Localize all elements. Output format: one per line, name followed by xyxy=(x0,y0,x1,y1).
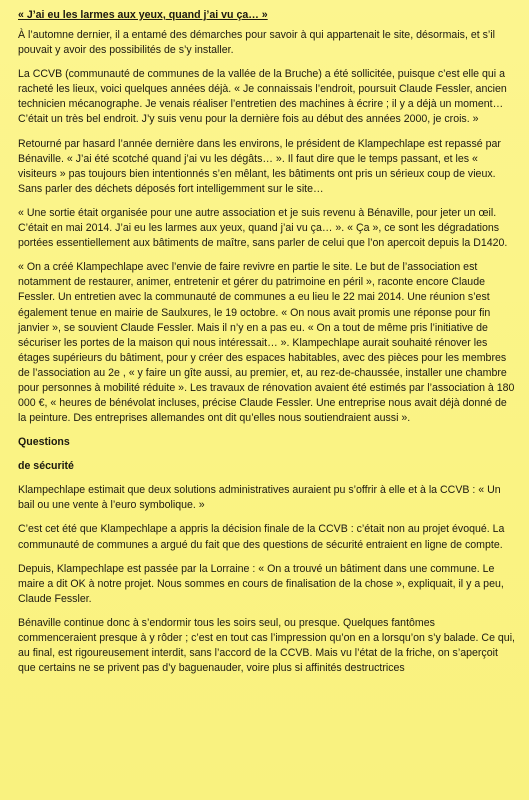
article-heading: « J’ai eu les larmes aux yeux, quand j’ai vu ça… » xyxy=(18,9,268,21)
paragraph-3: Retourné par hasard l’année dernière dans les environs, le président de Klampechlape est repassé par Bénaville. « J’ai été scotché quand j’ai vu les dégâts… ». Il faut dire que le temps passant, et les « visiteurs » pas toujours bien intentionnés s’en mêlant, les bâtiments ont pris un sérieux coup de vieux. Sans parler des déchets déposés fort intelligemment sur le site… xyxy=(18,137,501,195)
section-title-line-1: Questions xyxy=(18,436,70,449)
paragraph-8: Depuis, Klampechlape est passée par la Lorraine : « On a trouvé un bâtiment dans une commune. Le maire a dit OK à notre projet. Nous sommes en cours de finalisation de la chose », expliquait, il y a peu, Claude Fessler. xyxy=(18,562,504,605)
paragraph-2: La CCVB (communauté de communes de la vallée de la Bruche) a été sollicitée, puisque c’est elle qui a racheté les lieux, voici quelques années déjà. « Je connaissais l’endroit, poursuit Claude Fessler, ancien technicien mécanographe. Je venais réaliser l’entretien des machines à écrire ; il y a déjà un moment… C’était un très bel endroit. J’y suis venu pour la dernière fois au début des années 2000, je crois. » xyxy=(18,68,507,126)
paragraph-1: À l’automne dernier, il a entamé des démarches pour savoir à qui appartenait le site, désormais, et s’il pouvait y avoir des possibilités de s’y installer. xyxy=(18,29,495,57)
section-title-line-2: de sécurité xyxy=(18,460,74,473)
paragraph-6: Klampechlape estimait que deux solutions administratives auraient pu s’offrir à elle et à la CCVB : « Un bail ou une vente à l’euro symbolique. » xyxy=(18,484,501,512)
paragraph-7: C’est cet été que Klampechlape a appris la décision finale de la CCVB : c’était non au projet évoqué. La communauté de communes a argué du fait que des questions de sécurité entraient en ligne de compte. xyxy=(18,523,505,551)
paragraph-4: « Une sortie était organisée pour une autre association et je suis revenu à Bénaville, pour jeter un œil. C’était en mai 2014. J’ai eu les larmes aux yeux, quand j’ai vu ça… ». « Ça », ce sont les dégradations portées essentiellement aux bâtiments de maître, sans parler de celui que l’on apercoit depuis la D1420. xyxy=(18,206,508,250)
paragraph-9: Bénaville continue donc à s’endormir tous les soirs seul, ou presque. Quelques fantômes commenceraient presque à y rôder ; c’est en tout cas l’impression qu’on en a lorsqu’on s’y balade. Ce qui, au final, est rigoureusement interdit, sans l’accord de la CCVB. Mais vu l’état de la friche, on s’aperçoit que certains ne se privent pas d’y baguenauder, voire plus si affinités destructrices xyxy=(18,616,515,675)
paragraph-5: « On a créé Klampechlape avec l’envie de faire revivre en partie le site. Le but de l’association est notamment de restaurer, animer, entretenir et gérer du patrimoine en péril », raconte encore Claude Fessler. Un entretien avec la communauté de communes a eu lieu le 22 mai 2014. Une réunion s’est également tenue en mairie de Saulxures, le 19 octobre. « On nous avait promis une réponse pour fin janvier », se souvient Claude Fessler. Mais il n’y en a pas eu. « On a tout de même pris l’initiative de sécuriser les portes de la maison qui nous intéressait… ». Klampechlape aurait souhaité rénover les étages supérieurs du bâtiment, pour y créer des espaces habitables, avec des pièces pour les membres de l’association au 2e , « y faire un gîte aussi, au premier, et, au rez-de-chaussée, installer une chambre pour personnes à mobilité réduite ». Les travaux de rénovation avaient été estimés par l’association à 180 000 €, « heures de bénévolat incluses, précise Claude Fessler. Une entreprise nous avait déjà donné de la peinture. Des entreprises allemandes ont dit qu’elles nous soutiendraient aussi ». xyxy=(18,261,515,425)
